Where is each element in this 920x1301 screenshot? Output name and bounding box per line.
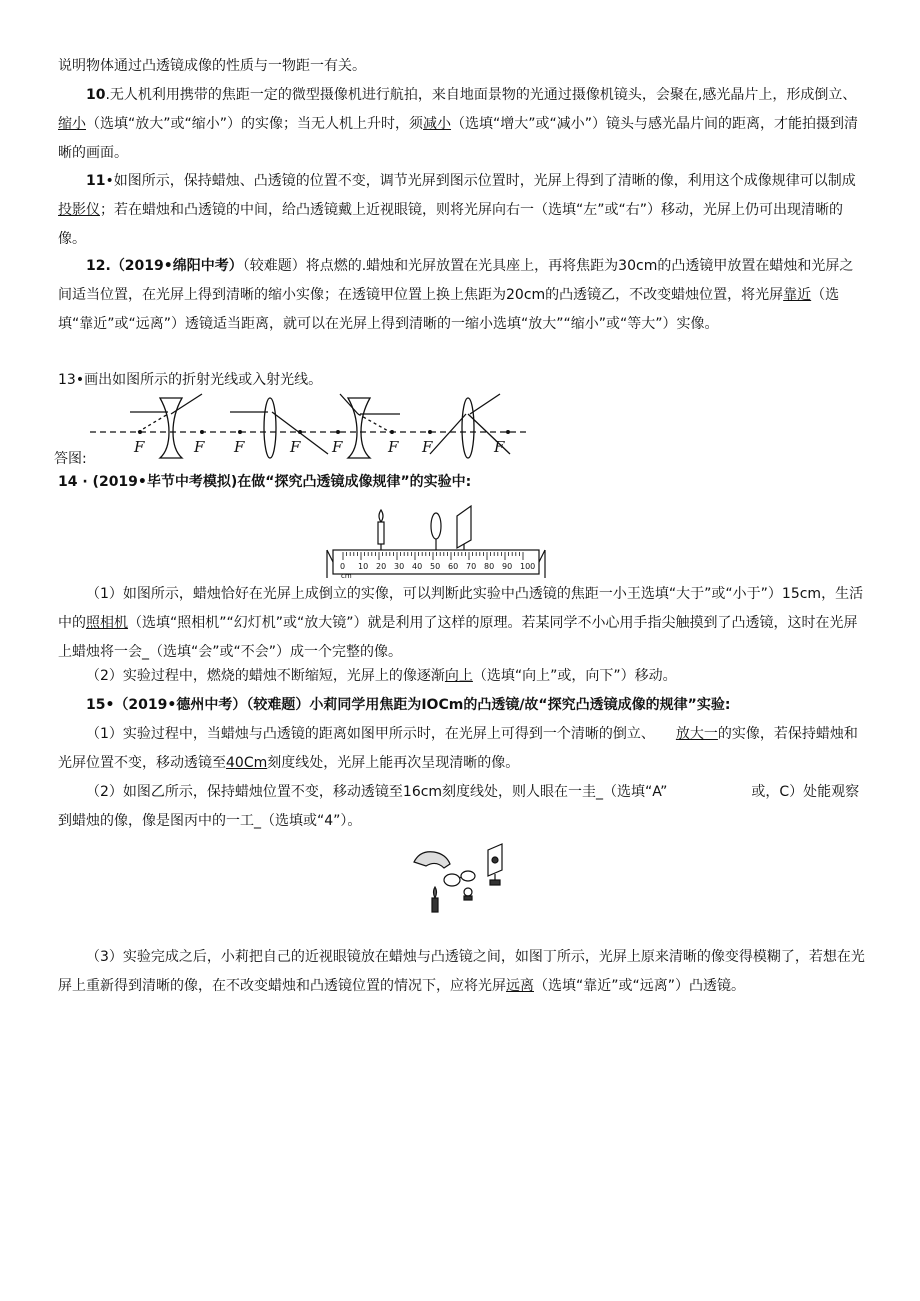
question-15-head: 15•（2019•德州中考）（较难题）小莉同学用焦距为IOCm的凸透镜/故“探究凸透镜成像的规律”实验: xyxy=(86,697,731,713)
flame xyxy=(379,510,383,522)
question-15-part-3: （3）实验完成之后，小莉把自己的近视眼镜放在蜡烛与凸透镜之间，如图丁所示，光屏上原来清晰的像变得模糊了，若想在光屏上重新得到清晰的像，在不改变蜡烛和凸透镜位置的情况下，应将光屏远离（选填“靠近”或“远离”）凸透镜。 xyxy=(58,949,865,994)
ray xyxy=(430,414,466,454)
answer-blank: 40Cm xyxy=(226,755,268,771)
ray-extension xyxy=(138,414,168,432)
light-screen xyxy=(457,506,471,548)
question-number: 11 xyxy=(86,173,106,189)
ruler-tick-label: 30 xyxy=(394,562,405,571)
ruler-tick-label: 90 xyxy=(502,562,513,571)
question-10: 10.无人机利用携带的焦距一定的微型摄像机进行航拍，来自地面景物的光通过摄像机镜头，会聚在,感光晶片上，形成倒立、缩小（选填“放大”或“缩小”）的实像；当无人机上升时，须减小（选填“增大”或“减小”）镜头与感光晶片间的距离，才能拍摄到清晰的画面。 xyxy=(58,87,859,161)
question-12: 12.（2019•绵阳中考）（较难题）将点燃的.蜡烛和光屏放置在光具座上，再将焦距为30cm的凸透镜甲放置在蜡烛和光屏之间适当位置，在光屏上得到清晰的缩小实像；在透镜甲位置上换上焦距为20cm的凸透镜乙，不改变蜡烛位置，将光屏靠近（选填“靠近”或“远离”）透镜适当距离，就可以在光屏上得到清晰的一缩小选填“放大”“缩小”或“等大”）实像。 xyxy=(58,258,854,332)
focus-label: F xyxy=(234,438,245,456)
answer-blank: 靠近 xyxy=(783,287,812,303)
focus-point xyxy=(336,430,340,434)
answer-blank: 远离 xyxy=(506,978,534,994)
ray xyxy=(470,394,500,414)
glasses-bridge xyxy=(460,877,461,878)
ruler-tick-label: 0 xyxy=(340,562,346,571)
candle xyxy=(432,898,438,912)
answer-blank: 放大一 xyxy=(675,726,718,742)
focus-point xyxy=(298,430,302,434)
focus-label: F xyxy=(290,438,301,456)
question-number: 10 xyxy=(86,87,106,103)
glasses-lens xyxy=(461,871,475,881)
ruler-tick-label: 100 xyxy=(520,562,536,571)
ray xyxy=(340,394,358,414)
focus-label: F xyxy=(134,438,145,456)
focus-label: F xyxy=(422,438,433,456)
question-source: （2019•绵阳中考） xyxy=(110,258,243,274)
experiment-figure xyxy=(408,840,520,918)
screen-image xyxy=(492,857,498,863)
question-15-part-2: （2）如图乙所示，保持蜡烛位置不变，移动透镜至16cm刻度线处，则人眼在一圭_（选填“A” 或，C）处能观察到蜡烛的像，像是图丙中的一工_（选填或“4”）。 xyxy=(58,784,860,829)
answer-blank: 缩小 xyxy=(58,116,86,132)
question-13: 13•画出如图所示的折射光线或入射光线。 xyxy=(58,372,323,388)
convex-lens xyxy=(464,888,472,896)
ruler-tick-label: 70 xyxy=(466,562,477,571)
focus-label: F xyxy=(332,438,343,456)
question-15-part-1: （1）实验过程中，当蜡烛与凸透镜的距离如图甲所示时，在光屏上可得到一个清晰的倒立、 放大一的实像，若保持蜡烛和光屏位置不变，移动透镜至40Cm刻度线处，光屏上能再次呈现清晰的像。 xyxy=(58,726,858,771)
focus-point xyxy=(200,430,204,434)
focus-point xyxy=(138,430,142,434)
hand xyxy=(414,852,450,868)
lens-diagrams xyxy=(90,392,530,460)
ruler-tick-label: 60 xyxy=(448,562,459,571)
ruler-tick-label: 20 xyxy=(376,562,387,571)
focus-point xyxy=(238,430,242,434)
question-number: 12. xyxy=(86,258,111,274)
concave-lens-1 xyxy=(160,398,182,458)
ruler-unit: cm xyxy=(341,572,352,580)
bench-end xyxy=(539,550,545,562)
ruler-tick-label: 80 xyxy=(484,562,495,571)
convex-lens xyxy=(431,513,441,539)
answer-blank: 减小 xyxy=(423,116,452,132)
convex-lens-2 xyxy=(462,398,474,458)
answer-blank: 向上 xyxy=(444,668,473,684)
ruler-tick-label: 50 xyxy=(430,562,441,571)
answer-figure-label: 答图: xyxy=(54,451,87,467)
question-14-head: 14 · (2019•毕节中考模拟)在做“探究凸透镜成像规律”的实验中: xyxy=(58,474,472,490)
ruler-tick-label: 10 xyxy=(358,562,369,571)
question-14-part-2: （2）实验过程中，燃烧的蜡烛不断缩短，光屏上的像逐渐向上（选填“向上”或，向下”）移动。 xyxy=(86,668,677,684)
candle xyxy=(378,522,384,544)
flame xyxy=(434,887,437,898)
focus-label: F xyxy=(494,438,505,456)
question-14-part-1: （1）如图所示，蜡烛恰好在光屏上成倒立的实像，可以判断此实验中凸透镜的焦距一小王选填“大于”或“小于”）15cm，生活中的照相机（选填“照相机”“幻灯机”或“放大镜”）就是利用了这样的原理。若某同学不小心用手指尖触摸到了凸透镜，这时在光屏上蜡烛将一会_（选填“会”或“不会”）成一个完整的像。 xyxy=(58,586,864,660)
screen-base xyxy=(490,880,500,885)
focus-point xyxy=(390,430,394,434)
optical-bench-figure xyxy=(325,500,547,580)
ray xyxy=(171,394,202,414)
question-11: 11•如图所示，保持蜡烛、凸透镜的位置不变，调节光屏到图示位置时，光屏上得到了清晰的像，利用这个成像规律可以制成投影仪；若在蜡烛和凸透镜的中间，给凸透镜戴上近视眼镜，则将光屏向右一（选填“左”或“右”）移动，光屏上仍可出现清晰的像。 xyxy=(58,173,856,247)
convex-lens-1 xyxy=(264,398,276,458)
ruler-tick-label: 40 xyxy=(412,562,423,571)
bench-end xyxy=(327,550,333,562)
focus-label: F xyxy=(194,438,205,456)
focus-label: F xyxy=(388,438,399,456)
answer-blank: 照相机 xyxy=(86,615,128,631)
lens-base xyxy=(464,896,472,900)
answer-blank: 投影仪 xyxy=(58,202,100,218)
focus-point xyxy=(428,430,432,434)
glasses-lens xyxy=(444,874,460,886)
focus-point xyxy=(506,430,510,434)
q9-tail: 说明物体通过凸透镜成像的性质与一物距一有关。 xyxy=(58,58,366,74)
